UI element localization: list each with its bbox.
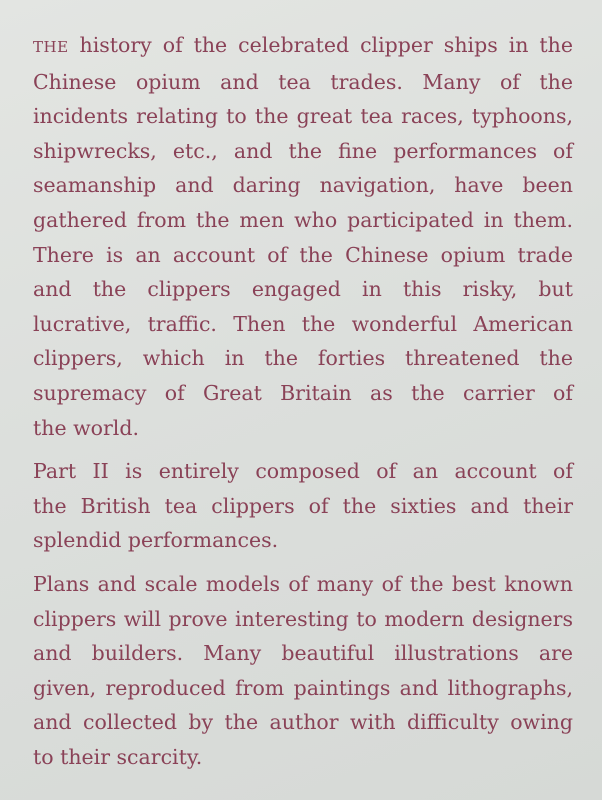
paragraph-plans-models (33, 567, 573, 775)
text-line: clippers will prove interesting to modern designers (33, 606, 573, 631)
text-line: incidents relating to the great tea races, typhoons, (33, 104, 573, 129)
text-line: shipwrecks, etc., and the fine performances of (33, 138, 573, 163)
text-line: given, reproduced from paintings and lithographs, (33, 675, 573, 700)
text-line: gathered from the men who participated in them. (33, 207, 573, 232)
text-line: Chinese opium and tea trades. Many of the (33, 69, 573, 94)
text-line: the British tea clippers of the sixties and their (33, 493, 573, 518)
text-line (33, 28, 573, 65)
text-line: seamanship and daring navigation, have been (33, 173, 573, 198)
text-line: and collected by the author with difficulty owing (33, 710, 573, 735)
paragraph-part-two (33, 454, 573, 558)
text-line: splendid performances. (33, 528, 279, 553)
text-line: Plans and scale models of many of the best known (33, 571, 573, 596)
text-line: the world. (33, 415, 139, 440)
text-line: lucrative, traffic. Then the wonderful American (33, 311, 573, 336)
text-line: clippers, which in the forties threatened the (33, 346, 573, 371)
book-blurb-page (33, 28, 573, 774)
smallcaps-lead-word: THE (33, 38, 69, 56)
text-line-content: history of the celebrated clipper ships in the (68, 33, 573, 57)
text-line: There is an account of the Chinese opium trade (33, 242, 573, 267)
text-line: and the clippers engaged in this risky, but (33, 277, 573, 302)
text-line: supremacy of Great Britain as the carrier of (33, 380, 573, 405)
text-line: and builders. Many beautiful illustrations are (33, 641, 573, 666)
paragraph-history (33, 28, 573, 445)
text-line: Part II is entirely composed of an account of (33, 459, 573, 484)
text-line: to their scarcity. (33, 744, 203, 769)
